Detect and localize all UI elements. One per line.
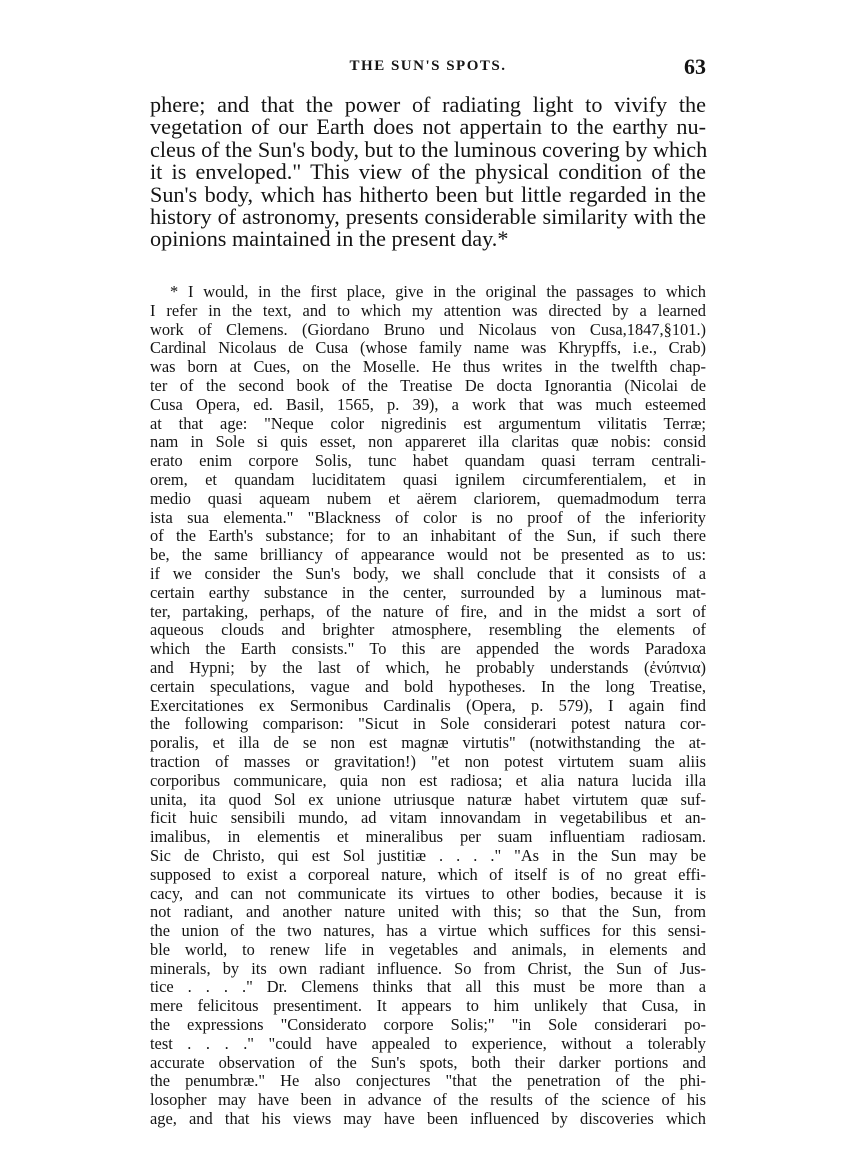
text-line: vegetation of our Earth does not appertain to the earthy nu- [150,114,706,140]
footnote-line: Cusa Opera, ed. Basil, 1565, p. 39), a work that was much esteemed [150,394,706,414]
footnote-line [150,283,706,302]
footnote-line: of the Earth's substance; for to an inhabitant of the Sun, if such there [150,526,706,546]
footnote-line: nam in Sole si quis esset, non appareret illa claritas quæ nobis: consid [150,432,706,452]
footnote-line: Sic de Christo, qui est Sol justitiæ . . . ." "As in the Sun may be [150,845,706,865]
footnote-line: which the Earth consists." To this are appended the words Paradoxa [150,639,706,659]
footnote-line: certain speculations, vague and bold hypotheses. In the long Treatise, [150,676,706,696]
footnote-line: ista sua elementa." "Blackness of color is no proof of the inferiority [150,507,706,527]
footnote-line: tice . . . ." Dr. Clemens thinks that all this must be more than a [150,977,706,997]
footnote-line: ter of the second book of the Treatise De docta Ignorantia (Nicolai de [150,375,706,395]
footnote-line: and Hypni; by the last of which, he probably understands (ἐνύπνια) [150,657,706,677]
footnote-line: the penumbræ." He also conjectures "that the penetration of the phi- [150,1071,706,1091]
footnote-line: medio quasi aqueam nubem et aërem clariorem, quemadmodum terra [150,488,706,508]
footnote-line: I refer in the text, and to which my attention was directed by a learned [150,300,706,320]
footnote-line: cacy, and can not communicate its virtues to other bodies, because it is [150,883,706,903]
footnote-line: supposed to exist a corporeal nature, which of itself is of no great effi- [150,864,706,884]
footnote-line: if we consider the Sun's body, we shall conclude that it consists of a [150,563,706,583]
text-line: history of astronomy, presents considerable similarity with the [150,204,706,230]
page-header [150,54,706,84]
text-line: opinions maintained in the present day.* [150,226,509,252]
footnote-line: the following comparison: "Sicut in Sole considerari potest natura cor- [150,714,706,734]
footnote-line: the union of the two natures, has a virtue which suffices for this sensi- [150,921,706,941]
footnote [150,283,706,1129]
footnote-line-text: * I would, in the first place, give in the original the passages to which [170,282,706,301]
running-title: THE SUN'S SPOTS. [349,58,507,74]
footnote-line: unita, ita quod Sol ex unione utriusque naturæ habet virtutem quæ suf- [150,789,706,809]
footnote-line: at that age: "Neque color nigredinis est argumentum vilitatis Terræ; [150,413,706,433]
footnote-line: ter, partaking, perhaps, of the nature of fire, and in the midst a sort of [150,601,706,621]
footnote-line: Cardinal Nicolaus de Cusa (whose family name was Khrypffs, i.e., Crab) [150,338,706,358]
footnote-line: Exercitationes ex Sermonibus Cardinalis (Opera, p. 579), I again find [150,695,706,715]
footnote-line: be, the same brilliancy of appearance would not be presented as to us: [150,545,706,565]
footnote-line: orem, et quandam luciditatem quasi ignilem circumferentialem, et in [150,469,706,489]
text-line: it is enveloped." This view of the physical condition of the [150,159,706,185]
footnote-line: ble world, to renew life in vegetables and animals, in elements and [150,939,706,959]
footnote-line: ficit huic sensibili mundo, ad vitam innovandam in vegetabilibus et an- [150,808,706,828]
footnote-line: mere felicitous presentiment. It appears to him unlikely that Cusa, in [150,996,706,1016]
text-line: phere; and that the power of radiating light to vivify the [150,92,706,117]
footnote-line: traction of masses or gravitation!) "et non potest virtutem suam aliis [150,751,706,771]
footnote-line: erato enim corpore Solis, tunc habet quandam quasi terram centrali- [150,451,706,471]
main-text [150,94,706,251]
footnote-line: aqueous clouds and brighter atmosphere, resembling the elements of [150,620,706,640]
text-line: cleus of the Sun's body, but to the luminous covering by which [150,136,708,162]
footnote-line: losopher may have been in advance of the results of the science of his [150,1090,706,1110]
footnote-line: age, and that his views may have been influenced by discoveries which [150,1109,706,1129]
footnote-line: certain earthy substance in the center, surrounded by a luminous mat- [150,582,706,602]
footnote-line: accurate observation of the Sun's spots, both their darker portions and [150,1052,706,1072]
footnote-line: imalibus, in elementis et mineralibus per suam influentiam radiosam. [150,827,706,847]
footnote-line: minerals, by its own radiant influence. So from Christ, the Sun of Jus- [150,958,706,978]
text-line: Sun's body, which has hitherto been but little regarded in the [150,181,706,207]
footnote-line: the expressions "Considerato corpore Solis;" "in Sole considerari po- [150,1015,706,1035]
footnote-line: not radiant, and another nature united with this; so that the Sun, from [150,902,706,922]
footnote-line: test . . . ." "could have appealed to experience, without a tolerably [150,1033,706,1053]
footnote-line: corporibus communicare, quia non est radiosa; et alia natura lucida illa [150,770,706,790]
footnote-line: was born at Cues, on the Moselle. He thus writes in the twelfth chap- [150,357,706,377]
page-number: 63 [684,54,706,79]
footnote-line: poralis, et illa de se non est magnæ virtutis" (notwithstanding the at- [150,733,706,753]
footnote-line: work of Clemens. (Giordano Bruno und Nicolaus von Cusa,1847,§101.) [150,319,706,339]
